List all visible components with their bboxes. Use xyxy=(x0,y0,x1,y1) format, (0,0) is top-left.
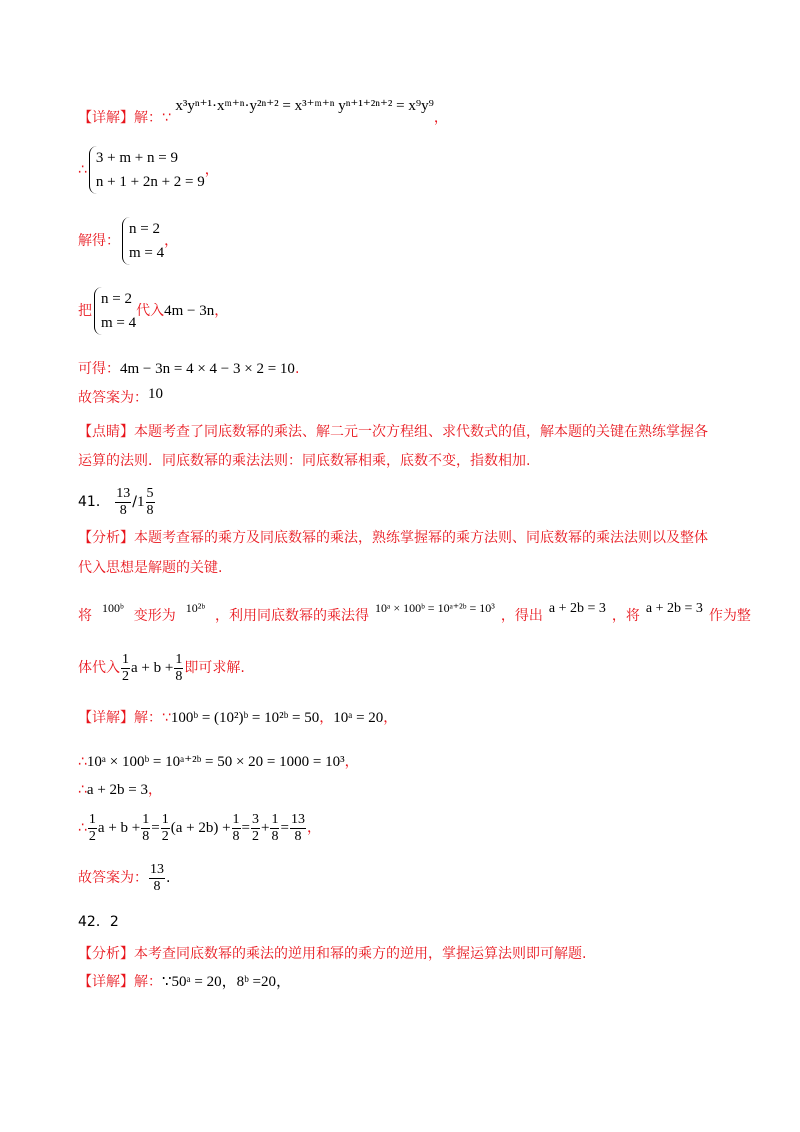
jie-label: 解： xyxy=(134,710,162,726)
jie-label: 解： xyxy=(134,110,162,126)
fraction xyxy=(115,486,131,519)
equation: n = 2 xyxy=(129,221,160,237)
numerator: 1 xyxy=(88,811,96,827)
punct: ， xyxy=(214,303,229,319)
detail-41-line-2 xyxy=(78,752,359,772)
solution-step xyxy=(78,217,178,265)
text: 即可求解. xyxy=(184,660,245,676)
denominator: 2 xyxy=(252,828,260,844)
equation: m = 4 xyxy=(101,315,137,331)
expression: a + b + xyxy=(97,820,141,836)
denominator: 2 xyxy=(122,668,129,684)
operator: = xyxy=(280,820,289,836)
fraction xyxy=(161,812,170,845)
numerator: 1 xyxy=(232,811,240,827)
detail-bracket: 【详解】 xyxy=(78,974,134,990)
fraction xyxy=(232,812,241,845)
comment-text: 本题考查了同底数幂的乘法、解二元一次方程组、求代数式的值，解本题的关键在熟练掌握各 xyxy=(134,424,708,440)
denominator: 8 xyxy=(146,502,154,518)
denominator: 2 xyxy=(88,828,96,844)
denominator: 2 xyxy=(161,828,169,844)
expression: 10ᵃ = 20 xyxy=(333,710,384,726)
therefore-symbol: ∴ xyxy=(78,754,87,770)
denominator: 8 xyxy=(175,668,183,684)
ba-label: 把 xyxy=(78,303,92,319)
text: ，利用同底数幂的乘法得 xyxy=(215,608,370,624)
equation: n + 1 + 2n + 2 = 9 xyxy=(95,174,205,190)
text: 作为整 xyxy=(708,608,751,624)
solve-label: 解得： xyxy=(78,233,120,249)
jie-label: 解： xyxy=(134,974,162,990)
fraction xyxy=(121,652,130,685)
therefore-symbol: ∴ xyxy=(78,782,87,798)
numerator: 1 xyxy=(122,651,129,667)
fraction xyxy=(149,862,165,895)
operator: + xyxy=(261,820,270,836)
answer-41 xyxy=(78,860,170,896)
punct: ， xyxy=(148,782,162,798)
therefore-symbol: ∴ xyxy=(78,162,87,178)
numerator: 13 xyxy=(116,485,131,501)
equation: 3 + m + n = 9 xyxy=(95,150,178,166)
answer-value: 10 xyxy=(148,386,163,402)
question-number: 42． xyxy=(78,914,110,930)
punct: ， xyxy=(204,162,219,178)
punct: ， xyxy=(164,233,179,249)
detail-bracket: 【详解】 xyxy=(78,110,134,126)
approach-line xyxy=(78,598,751,624)
expression: 10²ᵇ xyxy=(185,601,206,615)
expression: 100ᵇ = (10²)ᵇ = 10²ᵇ = 50 xyxy=(170,710,320,726)
comment-bracket: 【点睛】 xyxy=(78,424,134,440)
denominator: 8 xyxy=(232,828,240,844)
punct: ， xyxy=(433,110,448,126)
fraction xyxy=(251,812,260,845)
analysis-bracket: 【分析】 xyxy=(78,530,134,546)
expression: 10ᵃ × 100ᵇ = 10ᵃ⁺²ᵇ = 50 × 20 = 1000 = 10³ xyxy=(86,754,345,770)
operator: = xyxy=(241,820,251,836)
analysis-42 xyxy=(78,944,586,964)
numerator: 3 xyxy=(252,811,260,827)
denominator: 8 xyxy=(142,828,150,844)
question-answer: 2 xyxy=(109,914,119,930)
text: 体代入 xyxy=(78,660,120,676)
text: ，将 xyxy=(611,608,640,624)
fraction xyxy=(270,812,279,845)
numerator: 13 xyxy=(290,811,305,827)
detail-41-line-1 xyxy=(78,708,397,728)
comment-paragraph xyxy=(78,422,708,442)
text: 变形为 xyxy=(133,608,176,624)
therefore-symbol: ∴ xyxy=(78,820,87,836)
detail-step-1 xyxy=(78,98,448,128)
power-expression: x³yⁿ⁺¹·xᵐ⁺ⁿ·y²ⁿ⁺² = x³⁺ᵐ⁺ⁿ yⁿ⁺¹⁺²ⁿ⁺² = x⁹y⁹ xyxy=(175,98,434,114)
expression: a + b + xyxy=(131,660,174,676)
fraction xyxy=(174,652,183,685)
result-step xyxy=(78,359,299,379)
equation: m = 4 xyxy=(129,245,165,261)
punct: ， xyxy=(306,820,321,836)
because-symbol: ∵ xyxy=(162,110,171,126)
expression: (a + 2b) + xyxy=(170,820,231,836)
detail-bracket: 【详解】 xyxy=(78,710,134,726)
numerator: 1 xyxy=(175,651,183,667)
text: 将 xyxy=(78,608,92,624)
denominator: 8 xyxy=(153,878,161,894)
answer-label: 故答案为： xyxy=(78,870,148,886)
expression: a + 2b = 3 xyxy=(86,782,148,798)
equation-system xyxy=(89,146,205,194)
numerator: 13 xyxy=(150,861,164,877)
substitute-label: 代入 xyxy=(136,303,165,319)
fraction xyxy=(88,812,97,845)
analysis-text: 代入思想是解题的关键. xyxy=(78,560,223,576)
analysis-paragraph-cont xyxy=(78,558,222,578)
detail-42 xyxy=(78,972,291,992)
equation: n = 2 xyxy=(101,291,132,307)
punct: . xyxy=(294,361,300,377)
expression: ∵50ᵃ = 20，8ᵇ =20， xyxy=(162,974,291,990)
denominator: 8 xyxy=(294,828,302,844)
expression: 10ᵃ × 100ᵇ = 10ᵃ⁺²ᵇ = 10³ xyxy=(375,601,495,615)
solution-system xyxy=(122,217,164,265)
substitute-step xyxy=(78,287,228,335)
approach-line-cont xyxy=(78,650,245,686)
analysis-bracket: 【分析】 xyxy=(78,946,134,962)
question-41 xyxy=(78,484,156,520)
whole-number: 1 xyxy=(137,494,145,510)
analysis-text: 本考查同底数幂的乘法的逆用和幂的乘方的逆用，掌握运算法则即可解题. xyxy=(134,946,587,962)
comment-paragraph-cont xyxy=(78,451,530,471)
operator: = xyxy=(151,820,160,836)
denominator: 8 xyxy=(271,828,279,844)
expression: 4m − 3n xyxy=(164,303,215,319)
numerator: 1 xyxy=(142,811,150,827)
punct: . xyxy=(166,870,171,886)
fraction xyxy=(141,812,150,845)
because-symbol: ∵ xyxy=(162,710,171,726)
denominator: 8 xyxy=(119,502,127,518)
result-label: 可得： xyxy=(78,361,120,377)
expression: a + 2b = 3 xyxy=(548,601,606,616)
answer-line xyxy=(78,388,163,408)
question-42 xyxy=(78,912,119,932)
detail-41-line-4 xyxy=(78,810,321,846)
expression: 4m − 3n = 4 × 4 − 3 × 2 = 10 xyxy=(120,361,295,377)
fraction xyxy=(290,812,306,845)
punct: ， xyxy=(383,710,398,726)
analysis-paragraph xyxy=(78,528,708,548)
system-step xyxy=(78,146,219,194)
punct: ， xyxy=(319,710,334,726)
answer-label: 故答案为： xyxy=(78,390,148,406)
comment-text: 运算的法则．同底数幂的乘法法则：同底数幂相乘，底数不变，指数相加. xyxy=(78,453,531,469)
expression: a + 2b = 3 xyxy=(645,601,703,616)
numerator: 1 xyxy=(271,811,279,827)
solution-system xyxy=(94,287,136,335)
analysis-text: 本题考查幂的乘方及同底数幂的乘法，熟练掌握幂的乘方法则、同底数幂的乘法法则以及整体 xyxy=(134,530,708,546)
detail-41-line-3 xyxy=(78,780,162,800)
numerator: 1 xyxy=(161,811,169,827)
punct: ， xyxy=(344,754,359,770)
numerator: 5 xyxy=(146,485,154,501)
expression: 100ᵇ xyxy=(102,601,124,615)
separator: / xyxy=(132,494,137,510)
question-number: 41． xyxy=(78,494,110,510)
text: ，得出 xyxy=(500,608,543,624)
fraction xyxy=(146,486,155,519)
